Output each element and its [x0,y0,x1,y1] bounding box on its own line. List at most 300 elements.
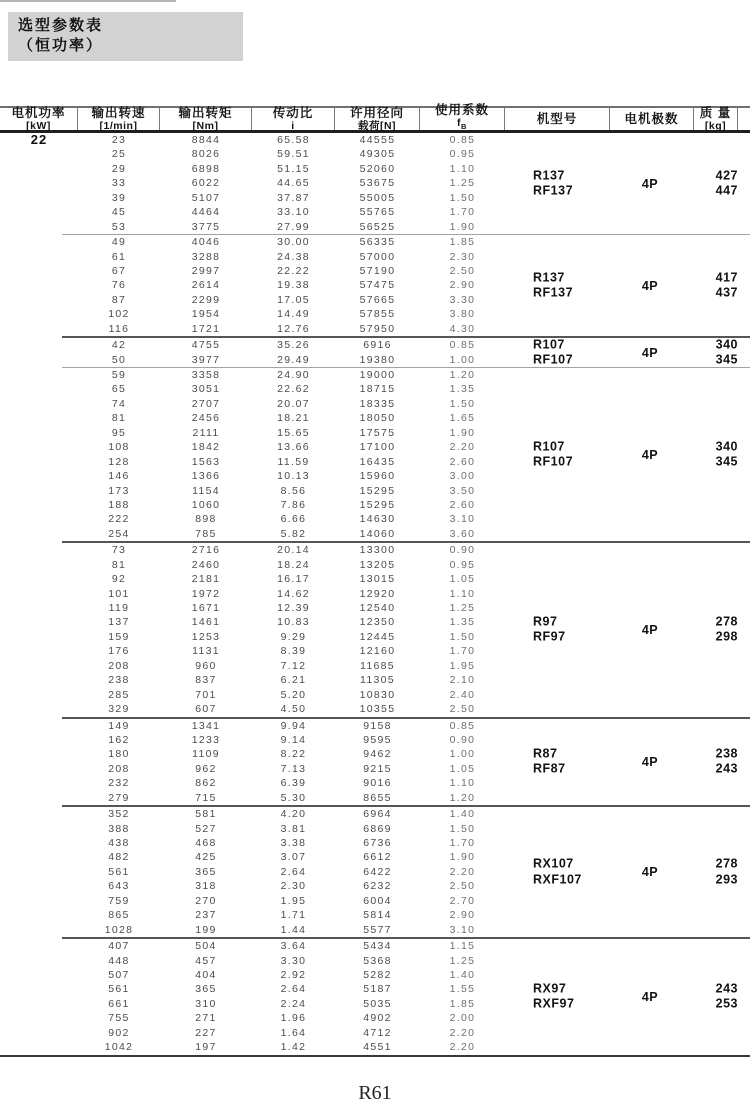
cell-ratio: 18.21 [277,412,310,425]
cell-output-torque: 1131 [192,645,220,658]
mass-value: 437 [715,285,738,300]
cell-service-factor: 2.20 [449,1041,476,1054]
cell-output-speed: 329 [108,703,130,716]
cell-ratio: 24.90 [277,369,310,381]
cell-radial-load: 49305 [359,148,396,161]
cell-ratio: 14.49 [277,308,310,321]
cell-output-torque: 1461 [191,616,221,629]
cell-radial-load: 12445 [359,630,396,643]
cell-ratio: 37.87 [277,191,310,204]
model-group-rx97-7 [0,939,750,1055]
selection-parameter-table [0,103,750,1057]
model-name: R107 [533,337,565,352]
cell-radial-load: 6422 [363,865,392,878]
cell-ratio: 2.92 [280,968,307,981]
cell-radial-load: 5577 [363,923,392,936]
cell-service-factor: 3.10 [449,923,476,936]
cell-output-torque: 237 [195,909,217,922]
cell-radial-load: 6736 [363,837,392,849]
cell-service-factor: 1.50 [449,191,476,204]
cell-output-speed: 482 [108,851,130,864]
cell-output-speed: 173 [108,484,130,497]
cell-service-factor: 1.05 [449,762,476,775]
cell-output-torque: 197 [195,1041,217,1054]
cell-output-speed: 76 [111,279,127,292]
cell-output-torque: 6022 [191,177,221,190]
cell-radial-load: 9016 [363,777,392,790]
cell-ratio: 2.24 [280,997,307,1010]
model-names [533,857,582,888]
mass-values [694,168,738,199]
cell-service-factor: 3.60 [449,527,476,540]
mass-value: 278 [715,856,738,871]
cell-output-torque: 3775 [191,220,221,233]
model-names [533,439,573,470]
cell-service-factor: 2.90 [449,909,476,922]
cell-output-torque: 4464 [191,206,221,219]
mass-values [694,746,738,777]
cell-output-torque: 1842 [191,441,221,454]
cell-radial-load: 15295 [359,498,396,511]
cell-output-speed: 661 [108,997,130,1010]
cell-ratio: 13.66 [277,441,310,454]
cell-ratio: 11.59 [277,455,310,468]
mass-values [694,270,738,301]
cell-ratio: 16.17 [277,573,310,586]
cell-ratio: 12.39 [277,602,310,614]
cell-service-factor: 2.00 [449,1012,476,1025]
cell-radial-load: 55005 [359,191,396,204]
col-header-service-factor [420,103,505,132]
cell-output-torque: 2716 [191,544,221,557]
table-body [0,133,750,1057]
cell-service-factor: 1.35 [449,616,476,629]
cell-output-speed: 25 [111,148,127,161]
cell-output-torque: 1060 [191,498,221,511]
col-header-unit: [kW] [26,119,51,132]
cell-radial-load: 8655 [363,791,392,804]
cell-output-speed: 865 [108,909,130,922]
cell-ratio: 4.20 [280,808,307,821]
cell-service-factor: 1.25 [449,602,476,614]
cell-output-torque: 199 [195,923,217,936]
group-info [0,133,750,234]
cell-output-torque: 457 [195,954,217,967]
cell-output-speed: 146 [108,470,130,483]
cell-output-torque: 3358 [191,369,221,381]
cell-ratio: 29.49 [277,353,310,366]
cell-service-factor: 1.10 [449,587,476,600]
cell-output-torque: 2707 [191,397,221,410]
mass-value: 345 [715,352,738,367]
cell-radial-load: 5282 [363,968,392,981]
cell-output-speed: 49 [111,236,127,249]
mass-values [694,981,738,1012]
cell-output-torque: 318 [195,880,217,893]
mass-value: 298 [715,629,738,644]
cell-radial-load: 17100 [359,441,396,454]
cell-radial-load: 9595 [363,733,392,746]
cell-output-speed: 149 [108,719,130,732]
cell-service-factor: 1.10 [449,162,476,175]
cell-service-factor: 1.00 [449,748,476,761]
cell-output-torque: 4755 [191,339,221,352]
cell-radial-load: 15295 [359,484,396,497]
model-name: RXF107 [533,872,582,887]
motor-poles-value: 4P [641,345,659,360]
model-names [533,337,573,368]
mass-values [694,857,738,888]
cell-output-torque: 862 [195,777,217,790]
cell-output-torque: 2456 [191,412,221,425]
mass-value: 293 [715,872,738,887]
header-filler [738,108,750,130]
col-header-label: 机型号 [536,111,578,126]
mass-value: 253 [715,996,738,1011]
cell-ratio: 9.94 [280,719,307,732]
cell-service-factor: 1.70 [449,645,476,658]
cell-radial-load: 4902 [363,1012,392,1025]
cell-output-torque: 960 [195,659,217,672]
col-header-output-speed [78,105,160,132]
model-group-r107-2 [0,338,750,367]
model-names [533,614,566,645]
cell-output-speed: 561 [108,865,130,878]
col-header-label: 质 量 [699,105,732,120]
cell-ratio: 1.96 [280,1012,307,1025]
cell-output-speed: 116 [108,322,130,335]
model-names [533,270,573,301]
motor-poles-value: 4P [641,754,659,769]
cell-output-torque: 581 [195,808,217,821]
cell-output-torque: 425 [195,851,217,864]
cell-output-torque: 701 [195,688,217,701]
model-name: R137 [533,168,565,183]
cell-output-speed: 159 [108,630,130,643]
cell-radial-load: 53675 [359,177,396,190]
cell-ratio: 6.66 [280,513,307,526]
cell-service-factor: 1.05 [449,573,476,586]
cell-output-speed: 232 [108,777,130,790]
cell-output-torque: 404 [195,968,217,981]
col-header-radial-load [335,105,420,132]
cell-output-speed: 407 [108,940,130,953]
mass-value: 243 [715,981,738,996]
cell-radial-load: 13015 [359,573,396,586]
cell-service-factor: 1.50 [449,397,476,410]
cell-service-factor: 0.90 [449,733,476,746]
mass-value: 447 [715,183,738,198]
page-title [8,12,243,61]
cell-radial-load: 57855 [359,308,396,321]
cell-output-torque: 6898 [191,162,221,175]
cell-radial-load: 18335 [359,397,396,410]
cell-service-factor: 2.60 [449,498,476,511]
cell-ratio: 7.12 [280,659,307,672]
cell-service-factor: 0.85 [449,134,476,146]
cell-output-torque: 2614 [191,279,221,292]
cell-radial-load: 6004 [363,894,392,907]
cell-service-factor: 2.70 [449,894,476,907]
model-name: RF107 [533,352,574,367]
cell-output-torque: 504 [195,940,217,953]
cell-output-speed: 29 [111,162,127,175]
cell-radial-load: 6916 [363,339,392,352]
model-name: RF97 [533,629,566,644]
cell-service-factor: 2.20 [449,865,476,878]
cell-radial-load: 9215 [363,762,392,775]
cell-output-speed: 755 [108,1012,130,1025]
model-name: RF87 [533,761,566,776]
cell-service-factor: 2.20 [449,1026,476,1039]
cell-output-speed: 92 [111,573,127,586]
cell-output-torque: 3977 [191,353,221,366]
cell-output-torque: 271 [195,1012,217,1025]
model-name: R137 [533,270,565,285]
cell-service-factor: 1.85 [449,997,476,1010]
cell-output-torque: 715 [195,791,217,804]
cell-output-speed: 74 [111,397,127,410]
cell-ratio: 5.82 [280,527,307,540]
cell-service-factor: 1.35 [449,383,476,396]
group-info [0,368,750,541]
top-rule [0,0,176,2]
cell-output-speed: 33 [111,177,127,190]
cell-service-factor: 1.25 [449,177,476,190]
cell-ratio: 59.51 [277,148,310,161]
mass-value: 340 [715,439,738,454]
cell-output-torque: 365 [195,865,217,878]
cell-output-speed: 388 [108,822,130,835]
cell-output-torque: 837 [195,674,217,687]
col-header-ratio [252,105,335,132]
cell-ratio: 7.86 [280,498,307,511]
cell-output-speed: 50 [111,353,127,366]
cell-service-factor: 0.85 [449,719,476,732]
cell-output-torque: 365 [195,983,217,996]
cell-service-factor: 1.00 [449,353,476,366]
cell-output-torque: 1366 [191,470,221,483]
cell-radial-load: 12160 [359,645,396,658]
cell-ratio: 22.22 [277,264,310,277]
cell-radial-load: 19000 [359,369,396,381]
mass-values [694,337,738,368]
cell-radial-load: 18715 [359,383,396,396]
cell-ratio: 30.00 [277,236,310,249]
cell-output-speed: 208 [108,762,130,775]
cell-service-factor: 1.70 [449,206,476,219]
motor-poles-value: 4P [641,865,659,880]
cell-service-factor: 1.55 [449,983,476,996]
cell-output-speed: 95 [111,426,127,439]
col-header-unit: $f_B$ [457,117,467,132]
cell-ratio: 1.42 [280,1041,307,1054]
cell-radial-load: 56335 [359,236,396,249]
model-group-r137-1 [0,235,750,336]
cell-radial-load: 44555 [359,134,396,146]
cell-output-speed: 902 [108,1026,130,1039]
col-header-label: 电机极数 [624,111,679,126]
cell-ratio: 8.39 [280,645,307,658]
cell-output-torque: 8026 [191,148,221,161]
model-name: RF107 [533,454,574,469]
motor-poles-value: 4P [641,278,659,293]
model-group-r137-0 [0,133,750,234]
cell-output-speed: 61 [111,250,127,263]
cell-service-factor: 0.95 [449,558,476,571]
cell-ratio: 7.13 [280,762,307,775]
group-info [0,807,750,937]
cell-output-torque: 1721 [191,322,221,335]
cell-ratio: 20.14 [277,544,310,557]
cell-ratio: 1.71 [280,909,307,922]
cell-output-speed: 53 [111,220,127,233]
cell-radial-load: 10355 [359,703,396,716]
cell-ratio: 2.64 [280,865,307,878]
cell-output-torque: 785 [195,527,217,540]
cell-output-speed: 438 [108,837,130,849]
model-name: RX107 [533,856,574,871]
mass-value: 340 [715,337,738,352]
cell-ratio: 3.30 [280,954,307,967]
cell-service-factor: 2.50 [449,880,476,893]
cell-radial-load: 9462 [363,748,392,761]
cell-service-factor: 2.10 [449,674,476,687]
cell-output-speed: 188 [108,498,130,511]
cell-output-speed: 128 [108,455,130,468]
cell-radial-load: 52060 [359,162,396,175]
cell-service-factor: 3.00 [449,470,476,483]
col-header-unit: i [291,119,295,132]
cell-radial-load: 9158 [363,719,392,732]
model-name: R87 [533,746,558,761]
cell-service-factor: 3.50 [449,484,476,497]
cell-ratio: 10.83 [277,616,310,629]
motor-power-value: 22 [30,132,48,147]
cell-output-speed: 81 [111,412,127,425]
col-header-unit: [1/min] [99,119,138,132]
cell-service-factor: 2.20 [449,441,476,454]
cell-ratio: 3.81 [280,822,307,835]
col-header-label: 输出转速 [91,105,146,120]
col-header-unit: [kg] [704,119,727,132]
cell-output-speed: 39 [111,191,127,204]
cell-radial-load: 56525 [359,220,396,233]
cell-ratio: 17.05 [277,293,310,306]
cell-output-speed: 81 [111,558,127,571]
title-line-1: 选型参数表 [18,17,104,34]
cell-ratio: 5.30 [280,791,307,804]
cell-output-speed: 108 [108,441,130,454]
cell-service-factor: 1.10 [449,777,476,790]
col-header-unit: 载荷[N] [357,119,397,132]
cell-radial-load: 57475 [359,279,396,292]
cell-service-factor: 0.90 [449,544,476,557]
cell-ratio: 35.26 [277,339,310,352]
cell-ratio: 20.07 [277,397,310,410]
cell-service-factor: 1.25 [449,954,476,967]
model-group-rx107-6 [0,807,750,937]
cell-ratio: 8.56 [280,484,307,497]
cell-service-factor: 1.50 [449,630,476,643]
col-header-label: 传动比 [272,105,314,120]
cell-service-factor: 2.60 [449,455,476,468]
cell-service-factor: 1.40 [449,968,476,981]
cell-output-torque: 468 [195,837,217,849]
cell-radial-load: 57950 [359,322,396,335]
cell-output-speed: 176 [108,645,130,658]
cell-radial-load: 14060 [359,527,396,540]
col-header-motor-power [0,105,78,132]
cell-output-speed: 561 [108,983,130,996]
mass-value: 243 [715,761,738,776]
cell-radial-load: 11305 [360,674,395,687]
mass-values [694,614,738,645]
cell-output-speed: 759 [108,894,130,907]
group-info [0,939,750,1055]
cell-radial-load: 16435 [359,455,396,468]
model-names [533,168,573,199]
cell-radial-load: 12540 [359,602,396,614]
cell-radial-load: 5368 [363,954,392,967]
cell-output-torque: 1671 [191,602,221,614]
mass-value: 417 [715,270,738,285]
cell-output-torque: 2299 [191,293,221,306]
cell-radial-load: 5434 [363,940,392,953]
cell-service-factor: 1.20 [449,369,476,381]
cell-output-speed: 254 [108,527,130,540]
cell-service-factor: 3.30 [449,293,476,306]
col-header-label: 输出转矩 [178,105,233,120]
cell-output-torque: 1563 [191,455,221,468]
model-name: RX97 [533,981,567,996]
page-number: R61 [358,1082,392,1104]
cell-output-speed: 45 [111,206,127,219]
cell-output-speed: 1028 [104,923,134,936]
mass-value: 345 [715,454,738,469]
cell-radial-load: 15960 [359,470,396,483]
model-name: R97 [533,614,558,629]
cell-ratio: 6.39 [280,777,307,790]
cell-output-speed: 507 [108,968,130,981]
cell-output-speed: 208 [108,659,130,672]
col-header-label: 电机功率 [11,105,66,120]
cell-radial-load: 5814 [363,909,392,922]
cell-ratio: 3.64 [280,940,307,953]
cell-ratio: 10.13 [277,470,310,483]
col-header-label: 许用径向 [349,105,404,120]
cell-output-speed: 102 [108,308,130,321]
mass-value: 427 [715,168,738,183]
cell-service-factor: 1.70 [449,837,476,849]
cell-output-speed: 352 [108,808,130,821]
cell-ratio: 1.95 [280,894,307,907]
cell-ratio: 27.99 [277,220,310,233]
cell-output-torque: 2111 [192,426,220,439]
cell-output-torque: 898 [195,513,217,526]
cell-radial-load: 11685 [360,659,395,672]
cell-ratio: 9.29 [280,630,307,643]
cell-ratio: 15.65 [277,426,310,439]
col-header-mass [694,105,738,132]
cell-ratio: 6.21 [280,674,307,687]
cell-ratio: 1.64 [280,1026,307,1039]
cell-radial-load: 57665 [359,293,396,306]
motor-poles-value: 4P [641,447,659,462]
mass-value: 278 [715,614,738,629]
model-group-r97-4 [0,543,750,716]
cell-ratio: 9.14 [280,733,307,746]
